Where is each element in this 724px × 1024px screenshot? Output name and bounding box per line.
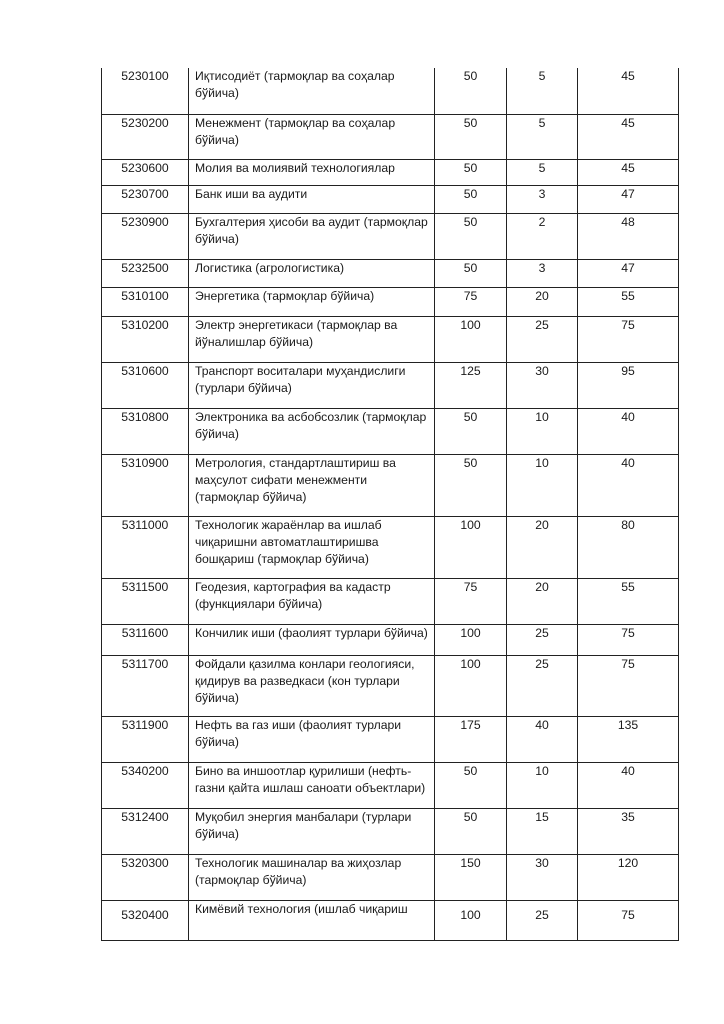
grant-quota: 20: [507, 516, 578, 578]
contract-quota: 35: [578, 808, 679, 854]
total-quota: 75: [435, 578, 507, 624]
grant-quota: 5: [507, 68, 578, 114]
contract-quota: 45: [578, 159, 679, 185]
contract-quota: 75: [578, 655, 679, 716]
specialty-code: 5311900: [102, 716, 189, 762]
table-row: [102, 854, 679, 900]
contract-quota: 75: [578, 316, 679, 362]
grant-quota: 5: [507, 159, 578, 185]
total-quota: 100: [435, 316, 507, 362]
specialty-code: 5320300: [102, 854, 189, 900]
specialty-name: Геодезия, картография ва кадастр (функциялари бўйича): [189, 578, 435, 624]
specialty-code: 5311600: [102, 624, 189, 655]
contract-quota: 47: [578, 185, 679, 213]
contract-quota: 55: [578, 578, 679, 624]
contract-quota: 45: [578, 68, 679, 114]
specialty-name: Муқобил энергия манбалари (турлари бўйича): [189, 808, 435, 854]
table-row: [102, 578, 679, 624]
grant-quota: 3: [507, 185, 578, 213]
grant-quota: 25: [507, 655, 578, 716]
grant-quota: 10: [507, 762, 578, 808]
specialty-code: 5230700: [102, 185, 189, 213]
grant-quota: 10: [507, 408, 578, 454]
table-row: [102, 362, 679, 408]
contract-quota: 75: [578, 900, 679, 940]
total-quota: 50: [435, 114, 507, 159]
grant-quota: 30: [507, 362, 578, 408]
specialty-name: Кончилик иши (фаолият турлари бўйича): [189, 624, 435, 655]
total-quota: 125: [435, 362, 507, 408]
table-row: [102, 762, 679, 808]
specialty-name: Иқтисодиёт (тармоқлар ва соҳалар бўйича): [189, 68, 435, 114]
specialty-code: 5340200: [102, 762, 189, 808]
specialty-code: 5320400: [102, 900, 189, 940]
total-quota: 50: [435, 762, 507, 808]
contract-quota: 120: [578, 854, 679, 900]
specialty-code: 5232500: [102, 259, 189, 287]
specialty-name: Технологик жараёнлар ва ишлаб чиқаришни автоматлаштиришва бошқариш (тармоқлар бўйича): [189, 516, 435, 578]
specialty-code: 5310900: [102, 454, 189, 516]
contract-quota: 75: [578, 624, 679, 655]
table-row: [102, 159, 679, 185]
total-quota: 50: [435, 259, 507, 287]
specialty-name: Электроника ва асбобсозлик (тармоқлар бўйича): [189, 408, 435, 454]
table-row: [102, 114, 679, 159]
specialty-name: Бино ва иншоотлар қурилиши (нефть-газни қайта ишлаш саноати объектлари): [189, 762, 435, 808]
contract-quota: 40: [578, 762, 679, 808]
specialty-code: 5230900: [102, 213, 189, 259]
specialty-name: Банк иши ва аудити: [189, 185, 435, 213]
grant-quota: 5: [507, 114, 578, 159]
table-row: [102, 68, 679, 114]
specialty-code: 5310100: [102, 287, 189, 316]
total-quota: 50: [435, 213, 507, 259]
total-quota: 175: [435, 716, 507, 762]
table-row: [102, 408, 679, 454]
specialty-name: Электр энергетикаси (тармоқлар ва йўналишлар бўйича): [189, 316, 435, 362]
contract-quota: 135: [578, 716, 679, 762]
total-quota: 100: [435, 624, 507, 655]
table-row: [102, 716, 679, 762]
total-quota: 50: [435, 159, 507, 185]
specialty-code: 5311500: [102, 578, 189, 624]
contract-quota: 48: [578, 213, 679, 259]
specialty-code: 5311000: [102, 516, 189, 578]
table-row: [102, 185, 679, 213]
table-row: [102, 624, 679, 655]
grant-quota: 10: [507, 454, 578, 516]
table-row: [102, 213, 679, 259]
grant-quota: 20: [507, 578, 578, 624]
grant-quota: 15: [507, 808, 578, 854]
specialty-name: Нефть ва газ иши (фаолият турлари бўйича): [189, 716, 435, 762]
specialty-code: 5311700: [102, 655, 189, 716]
contract-quota: 95: [578, 362, 679, 408]
specialty-code: 5310600: [102, 362, 189, 408]
specialty-code: 5230100: [102, 68, 189, 114]
total-quota: 100: [435, 516, 507, 578]
specialty-name: Логистика (агрологистика): [189, 259, 435, 287]
specialty-name: Менежмент (тармоқлар ва соҳалар бўйича): [189, 114, 435, 159]
contract-quota: 55: [578, 287, 679, 316]
grant-quota: 25: [507, 316, 578, 362]
admission-quota-table: [101, 68, 679, 941]
total-quota: 50: [435, 185, 507, 213]
specialty-code: 5310200: [102, 316, 189, 362]
total-quota: 50: [435, 454, 507, 516]
specialty-name: Молия ва молиявий технологиялар: [189, 159, 435, 185]
specialty-name: Бухгалтерия ҳисоби ва аудит (тармоқлар бўйича): [189, 213, 435, 259]
grant-quota: 25: [507, 900, 578, 940]
contract-quota: 45: [578, 114, 679, 159]
specialty-code: 5310800: [102, 408, 189, 454]
specialty-code: 5230200: [102, 114, 189, 159]
specialty-name: Кимёвий технология (ишлаб чиқариш: [189, 900, 435, 940]
grant-quota: 2: [507, 213, 578, 259]
contract-quota: 40: [578, 408, 679, 454]
specialty-code: 5312400: [102, 808, 189, 854]
grant-quota: 30: [507, 854, 578, 900]
grant-quota: 3: [507, 259, 578, 287]
contract-quota: 80: [578, 516, 679, 578]
specialty-name: Энергетика (тармоқлар бўйича): [189, 287, 435, 316]
grant-quota: 25: [507, 624, 578, 655]
table-row: [102, 259, 679, 287]
table-row: [102, 316, 679, 362]
table-row: [102, 454, 679, 516]
specialty-name: Метрология, стандартлаштириш ва маҳсулот сифати менежменти (тармоқлар бўйича): [189, 454, 435, 516]
total-quota: 50: [435, 68, 507, 114]
total-quota: 50: [435, 408, 507, 454]
specialty-name: Технологик машиналар ва жиҳозлар (тармоқлар бўйича): [189, 854, 435, 900]
specialty-code: 5230600: [102, 159, 189, 185]
table-row: [102, 808, 679, 854]
total-quota: 100: [435, 900, 507, 940]
total-quota: 150: [435, 854, 507, 900]
table-row: [102, 655, 679, 716]
grant-quota: 20: [507, 287, 578, 316]
contract-quota: 47: [578, 259, 679, 287]
specialty-name: Транспорт воситалари муҳандислиги (турлари бўйича): [189, 362, 435, 408]
specialty-name: Фойдали қазилма конлари геологияси, қидирув ва разведкаси (кон турлари бўйича): [189, 655, 435, 716]
table-body: [102, 68, 679, 940]
table-row: [102, 516, 679, 578]
contract-quota: 40: [578, 454, 679, 516]
table-row: [102, 900, 679, 940]
total-quota: 50: [435, 808, 507, 854]
total-quota: 100: [435, 655, 507, 716]
total-quota: 75: [435, 287, 507, 316]
grant-quota: 40: [507, 716, 578, 762]
table-row: [102, 287, 679, 316]
